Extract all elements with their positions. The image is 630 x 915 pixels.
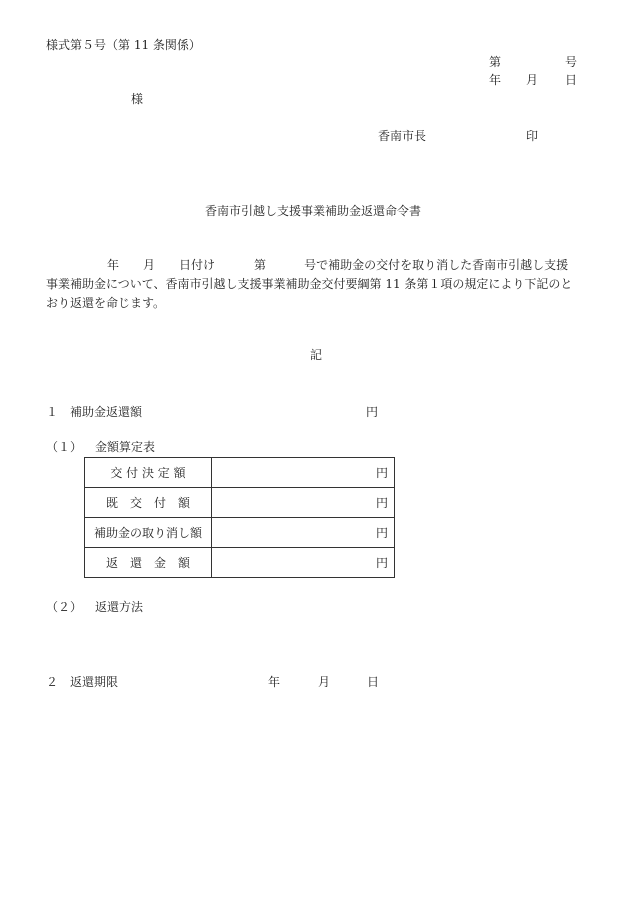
row-value-kofu-kettei: 円 xyxy=(212,458,395,488)
seal-mark: 印 xyxy=(526,129,539,143)
body-line-3: おり返還を命じます。 xyxy=(46,296,166,310)
row-label-kofu-kettei: 交 付 決 定 額 xyxy=(85,458,212,488)
body-line-1-rest: 号で補助金の交付を取り消した香南市引越し支援 xyxy=(304,258,569,272)
row-label-henkan: 返 還 金 額 xyxy=(85,548,212,578)
doc-number-go: 号 xyxy=(565,55,578,69)
item2-number: ２ xyxy=(46,675,59,689)
body-line-2: 事業補助金について、香南市引越し支援事業補助金交付要綱第 11 条第１項の規定により下記のと xyxy=(46,277,573,291)
sub2-number: （２） xyxy=(46,600,83,614)
date-year: 年 xyxy=(489,73,502,87)
body-line-1 xyxy=(46,256,590,275)
addressee-suffix: 様 xyxy=(131,92,144,106)
amount-calculation-table xyxy=(84,457,395,578)
sub1-number: （１） xyxy=(46,440,83,454)
item1-number: １ xyxy=(46,405,59,419)
body-dated: 日付け xyxy=(179,258,216,272)
item2-day: 日 xyxy=(367,675,380,689)
item1-label: 補助金返還額 xyxy=(70,405,143,419)
item2-year: 年 xyxy=(268,675,281,689)
document-title: 香南市引越し支援事業補助金返還命令書 xyxy=(205,204,422,218)
body-paragraph xyxy=(46,256,590,313)
body-month: 月 xyxy=(143,258,156,272)
row-value-torikeshi: 円 xyxy=(212,518,395,548)
doc-number-dai: 第 xyxy=(489,55,502,69)
body-year: 年 xyxy=(107,258,120,272)
table-row xyxy=(85,548,395,578)
row-label-torikeshi: 補助金の取り消し額 xyxy=(85,518,212,548)
date-month: 月 xyxy=(526,73,539,87)
issuer-title: 香南市長 xyxy=(378,129,427,143)
table-row xyxy=(85,518,395,548)
table-row xyxy=(85,458,395,488)
sub1-label: 金額算定表 xyxy=(95,440,156,454)
row-label-ki-kofu: 既 交 付 額 xyxy=(85,488,212,518)
row-value-henkan: 円 xyxy=(212,548,395,578)
date-day: 日 xyxy=(565,73,578,87)
item2-month: 月 xyxy=(318,675,331,689)
item2-label: 返還期限 xyxy=(70,675,119,689)
item1-unit: 円 xyxy=(366,405,379,419)
row-value-ki-kofu: 円 xyxy=(212,488,395,518)
body-dai: 第 xyxy=(254,258,267,272)
sub2-label: 返還方法 xyxy=(95,600,144,614)
form-number: 様式第５号（第 11 条関係） xyxy=(46,38,201,52)
ki-heading: 記 xyxy=(310,348,323,362)
table-row xyxy=(85,488,395,518)
